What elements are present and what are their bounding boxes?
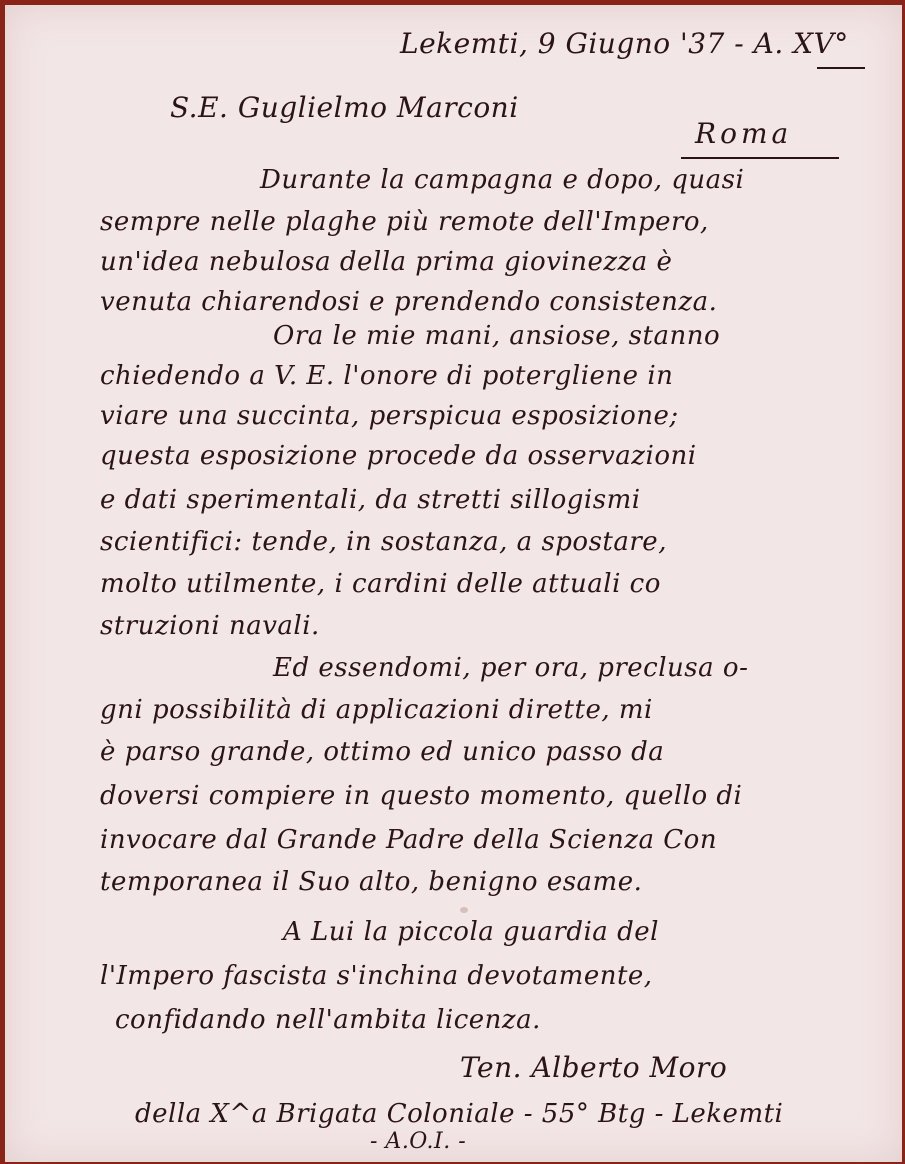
body-line: chiedendo a V. E. l'onore di potergliene in xyxy=(100,361,674,391)
body-line: scientifici: tende, in sostanza, a spostare, xyxy=(100,527,667,557)
body-line: struzioni navali. xyxy=(100,611,320,641)
body-line: molto utilmente, i cardini delle attuali co xyxy=(100,569,661,599)
body-line: Ora le mie mani, ansiose, stanno xyxy=(273,321,721,351)
recipient: S.E. Guglielmo Marconi xyxy=(170,91,519,124)
body-line: l'Impero fascista s'inchina devotamente, xyxy=(100,961,653,991)
signature: Ten. Alberto Moro xyxy=(460,1051,728,1084)
body-line: sempre nelle plaghe più remote dell'Impero, xyxy=(100,207,709,237)
body-line: doversi compiere in questo momento, quello di xyxy=(100,781,743,811)
body-line: e dati sperimentali, da stretti sillogismi xyxy=(100,485,641,515)
letter-sheet xyxy=(5,5,902,1162)
city-underline xyxy=(681,157,839,159)
body-line: un'idea nebulosa della prima giovinezza è xyxy=(100,247,673,277)
signature-unit: della X^a Brigata Coloniale - 55° Btg - Lekemti xyxy=(135,1099,784,1129)
body-line: è parso grande, ottimo ed unico passo da xyxy=(100,737,665,767)
recipient-city: Roma xyxy=(695,117,793,150)
signature-region: - A.O.I. - xyxy=(370,1129,467,1154)
body-line: venuta chiarendosi e prendendo consistenza. xyxy=(100,287,718,317)
body-line: invocare dal Grande Padre della Scienza Con xyxy=(100,825,718,855)
date-underline xyxy=(817,67,865,69)
body-line: Ed essendomi, per ora, preclusa o- xyxy=(273,653,749,683)
body-line: A Lui la piccola guardia del xyxy=(283,917,659,947)
body-line: questa esposizione procede da osservazioni xyxy=(100,441,697,471)
body-line: confidando nell'ambita licenza. xyxy=(115,1005,541,1035)
place-date: Lekemti, 9 Giugno '37 - A. XV° xyxy=(400,27,849,60)
body-line: viare una succinta, perspicua esposizione; xyxy=(100,401,679,431)
body-line: Durante la campagna e dopo, quasi xyxy=(260,165,745,195)
body-line: gni possibilità di applicazioni dirette, mi xyxy=(100,695,653,725)
body-line: temporanea il Suo alto, benigno esame. xyxy=(100,867,643,897)
paper-stain xyxy=(460,907,468,913)
